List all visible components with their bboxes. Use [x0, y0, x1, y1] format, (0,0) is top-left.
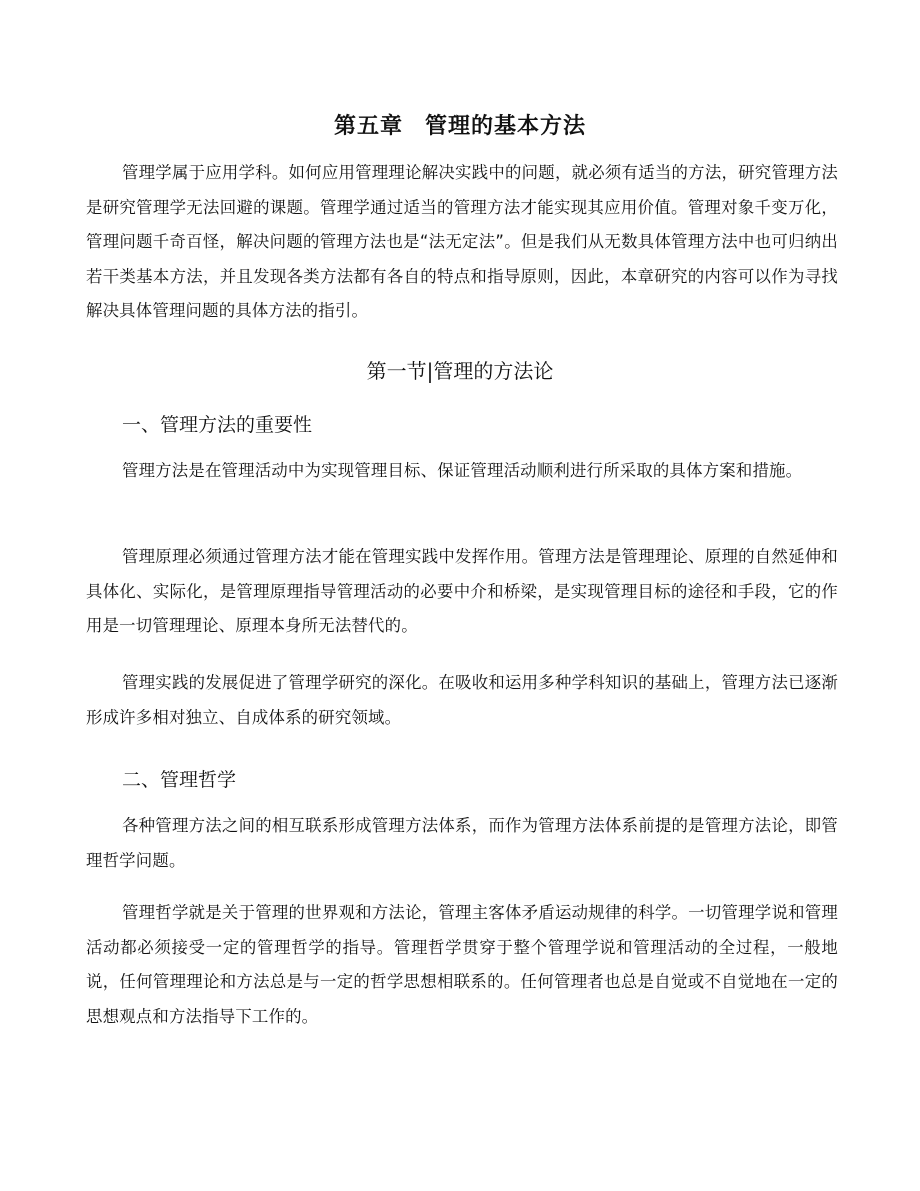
paragraph: 管理方法是在管理活动中为实现管理目标、保证管理活动顺利进行所采取的具体方案和措施。: [122, 461, 803, 480]
section-title: 第一节|管理的方法论: [366, 359, 554, 383]
paragraph: 管理哲学就是关于管理的世界观和方法论，管理主客体矛盾运动规律的科学。一切管理学说和管理活动都必须接受一定的管理哲学的指导。管理哲学贯穿于整个管理学说和管理活动的全过程，一般地说，任何管理理论和方法总是与一定的哲学思想相联系的。任何管理者也总是自觉或不自觉地在一定的思想观点和方法指导下工作的。: [86, 903, 838, 1026]
paragraph: 管理实践的发展促进了管理学研究的深化。在吸收和运用多种学科知识的基础上，管理方法已逐渐形成许多相对独立、自成体系的研究领域。: [86, 673, 838, 727]
chapter-name: 管理的基本方法: [425, 114, 587, 139]
chapter-intro-paragraph: 管理学属于应用学科。如何应用管理理论解决实践中的问题，就必须有适当的方法，研究管理方法是研究管理学无法回避的课题。管理学通过适当的管理方法才能实现其应用价值。管理对象千变万化，管理问题千奇百怪，解决问题的管理方法也是“法无定法”。但是我们从无数具体管理方法中也可归纳出若干类基本方法，并且发现各类方法都有各自的特点和指导原则，因此，本章研究的内容可以作为寻找解决具体管理问题的具体方法的指引。: [86, 163, 838, 320]
subsection-title-importance: 一、管理方法的重要性: [122, 414, 313, 436]
chapter-number: 第五章: [333, 114, 403, 139]
paragraph: 各种管理方法之间的相互联系形成管理方法体系，而作为管理方法体系前提的是管理方法论，即管理哲学问题。: [86, 816, 838, 870]
subsection-title-philosophy: 二、管理哲学: [122, 769, 237, 791]
paragraph: 管理原理必须通过管理方法才能在管理实践中发挥作用。管理方法是管理理论、原理的自然延伸和具体化、实际化，是管理原理指导管理活动的必要中介和桥梁，是实现管理目标的途径和手段，它的作用是一切管理理论、原理本身所无法替代的。: [86, 547, 838, 635]
chapter-title: [0, 112, 920, 142]
